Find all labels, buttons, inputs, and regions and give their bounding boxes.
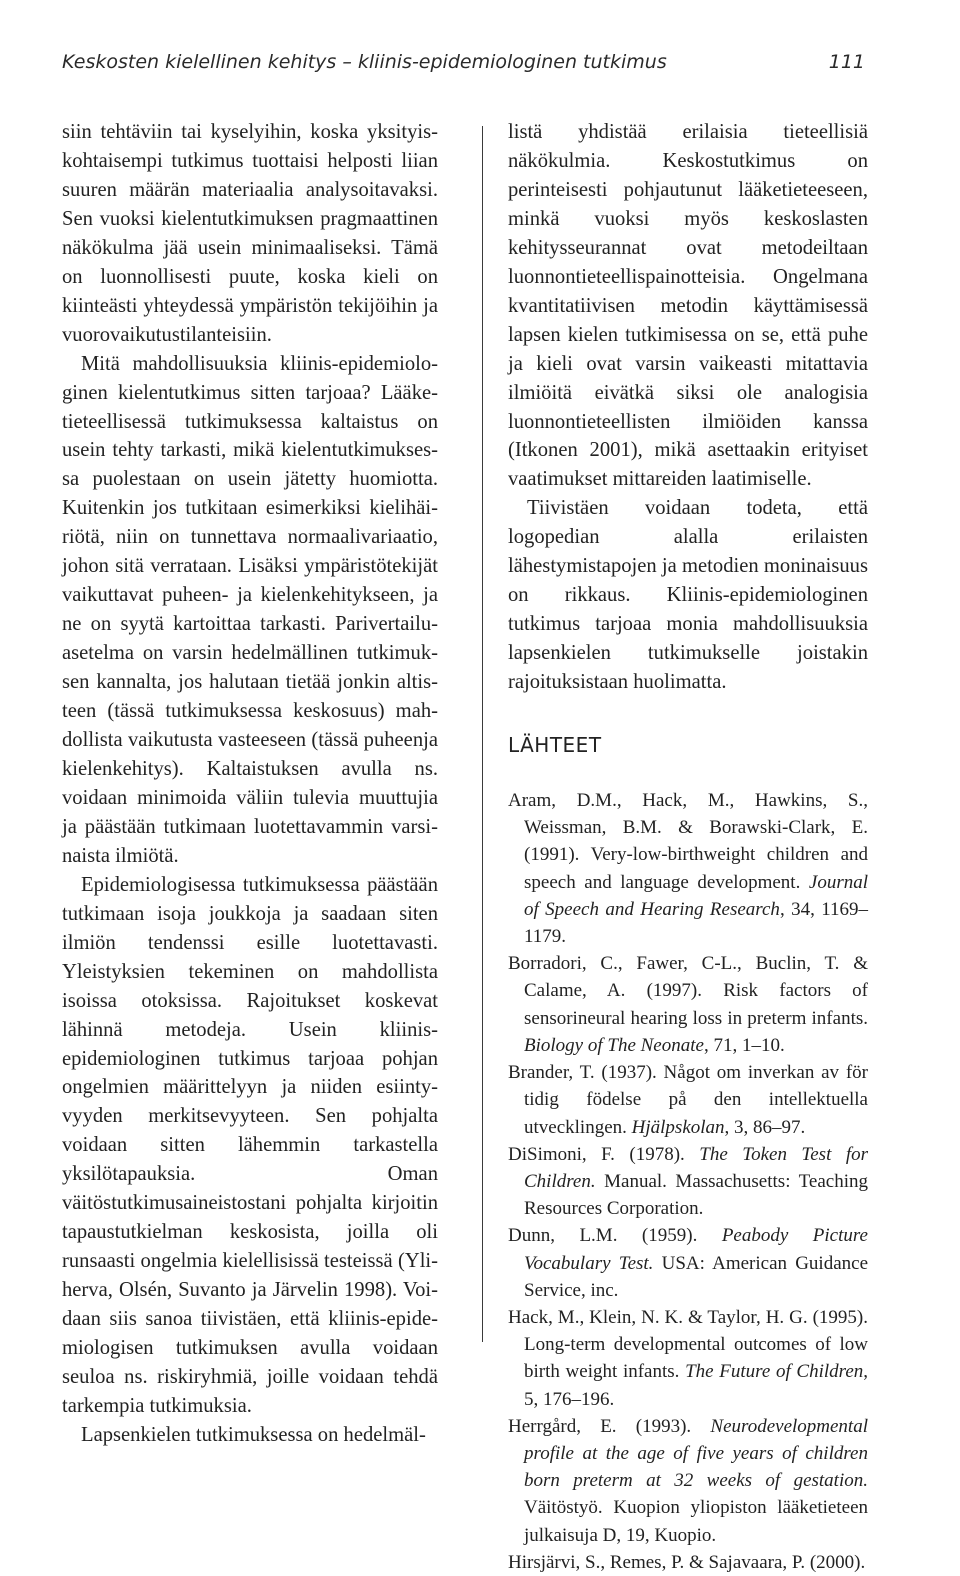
reference-item (508, 1141, 868, 1223)
right-column (508, 118, 868, 1576)
paragraph: listä yhdistää erilaisia tieteellisiä näkökulmia. Keskostutkimus on perinteisesti pohjautunut lääketieteeseen, minkä vuoksi myös keskoslasten kehitysseurannat ovat metodeiltaan luonnontieteellispainotteisia. Ongelmana kvantitatiivisen metodin käyttämisessä lapsen kielen tutkimisessa on se, että puhe ja kieli ovat varsin vaikeasti mitattavia ilmiöitä eivätkä siksi ole analogisia luonnontieteellisten ilmiöiden kanssa (Itkonen 2001), mikä asettaakin erityiset vaatimukset mittareiden laatimiselle. (508, 121, 868, 491)
reference-source-title: Neurodevelopmental profile at the age of five years of children born preterm at 32 weeks of gestation. (524, 1415, 868, 1492)
reference-text: Brander, T. (1937). Något om inverkan av för tidig födelse på den intellektuella utvecklingen. (508, 1062, 868, 1138)
references-heading: LÄHTEET (508, 733, 602, 758)
paragraph: siin tehtäviin tai kyselyihin, koska yksityiskohtaisempi tutkimus tuottaisi helposti liian suuren määrän materiaalia analysoitavaksi. Sen vuoksi kielentutkimuksen pragmaattinen näkökulma jää usein minimaaliseksi. Tämä on luonnollisesti puute, koska kieli on kiinteästi yhteydessä ympäristön tekijöihin ja vuorovaikutustilanteisiin. (62, 121, 438, 346)
left-column (62, 118, 438, 1450)
reference-text: Aram, D.M., Hack, M., Hawkins, S., Weissman, B.M. & Borawski-Clark, E. (1991). Very-low-birthweight children and speech and language development. (508, 790, 868, 893)
paragraph: Tiivistäen voidaan todeta, että logopedian alalla erilaisten lähestymistapojen ja metodien moninaisuus on rikkaus. Kliinis-epidemiologinen tutkimus tarjoaa monia mahdollisuuksia lapsenkielen tutkimukselle joistakin rajoituksistaan huolimatta. (508, 497, 868, 694)
column-divider (482, 126, 483, 1342)
reference-source-title: The Future of Children (685, 1361, 864, 1383)
reference-item (508, 950, 868, 1059)
reference-details: , 34, 1169–1179. (524, 898, 868, 948)
reference-text: Herrgård, E. (1993). (508, 1415, 711, 1437)
reference-item (508, 1549, 868, 1576)
reference-text: DiSimoni, F. (1978). (508, 1143, 700, 1165)
reference-text: Hirsjärvi, S., Remes, P. & Sajavaara, P. (2000). (508, 1551, 866, 1573)
reference-source-title: The Token Test for Children. (524, 1143, 868, 1192)
reference-item (508, 1059, 868, 1141)
reference-item (508, 1413, 868, 1549)
reference-details: , 3, 86–97. (724, 1116, 806, 1138)
reference-source-title: Biology of The Neonate (524, 1034, 704, 1056)
reference-source-title: Peabody Picture Vocabulary Test. (524, 1225, 868, 1274)
reference-details: USA: American Guidance Service, inc. (524, 1252, 869, 1301)
paragraph: Epidemiologisessa tutkimuksessa päästään tutkimaan isoja joukkoja ja saadaan siten ilmiön tendenssi esille luotettavasti. Yleistyksien tekeminen on mahdollista isoissa otoksissa. Rajoitukset koskevat lähinnä metodeja. Usein kliinis-epidemiologinen tutkimus tarjoaa pohjan ongelmien määrittelyyn ja niiden esiintyvyyden merkitsevyyteen. Sen pohjalta voidaan sitten lähemmin tarkastella yksilötapauksia. Oman väitöstutkimusaineistostani pohjalta kirjoitin tapaustutkielman keskosista, joilla oli runsaasti ongelmia kielellisissä testeissä (Yliherva, Olsén, Suvanto ja Järvelin 1998). Voidaan siis sanoa tiivistäen, että kliinis-epidemiologisen tutkimuksen avulla voidaan seuloa ns. riskiryhmiä, joille voidaan tehdä tarkempia tutkimuksia. (62, 873, 438, 1417)
paragraph: Mitä mahdollisuuksia kliinis-epidemiologinen kielentutkimus sitten tarjoaa? Lääketieteellisessä tutkimuksessa kaltaistus on usein tehty tarkasti, mikä kielentutkimuksessa puolestaan on usein jätetty huomiotta. Kuitenkin jos tutkitaan esimerkiksi kielihäiriötä, niin on tunnettava normaalivariaatio, johon sitä verrataan. Lisäksi ympäristötekijät vaikuttavat puheen- ja kielenkehitykseen, ja ne on syytä kartoittaa tarkasti. Parivertailuasetelma on varsin hedelmällinen tutkimuksen kannalta, jos halutaan tietää jonkin altisteen (tässä tutkimuksessa keskosuus) mahdollista vaikutusta vasteeseen (tässä puheenja kielenkehitys). Kaltaistuksen avulla ns. voidaan minimoida väliin tulevia muuttujia ja päästään tutkimaan luotettavammin varsinaista ilmiötä. (62, 352, 438, 867)
reference-text: Hack, M., Klein, N. K. & Taylor, H. G. (1995). Long-term developmental outcomes of low birth weight infants. (508, 1306, 868, 1383)
reference-source-title: Journal of Speech and Hearing Research (524, 871, 868, 920)
reference-source-title: Hjälpskolan (631, 1116, 725, 1138)
reference-item (508, 787, 868, 950)
reference-details: , 71, 1–10. (703, 1034, 785, 1056)
reference-list (508, 787, 868, 1576)
running-head-title: Keskosten kielellinen kehitys – kliinis-epidemiologinen tutkimus (62, 51, 667, 73)
page-number: 111 (828, 51, 865, 73)
reference-details: Manual. Massachusetts: Teaching Resources Corporation. (524, 1170, 868, 1220)
reference-details: , 5, 176–196. (524, 1361, 869, 1410)
reference-text: Dunn, L.M. (1959). (508, 1225, 722, 1247)
paragraph: Lapsenkielen tutkimuksessa on hedelmäl- (81, 1423, 426, 1446)
reference-text: Borradori, C., Fawer, C-L., Buclin, T. & Calame, A. (1997). Risk factors of sensorineural hearing loss in preterm infants. (508, 953, 868, 1029)
reference-item (508, 1304, 868, 1413)
reference-details: Väitöstyö. Kuopion yliopiston lääketieteen julkaisuja D, 19, Kuopio. (524, 1497, 868, 1546)
reference-item (508, 1222, 868, 1304)
